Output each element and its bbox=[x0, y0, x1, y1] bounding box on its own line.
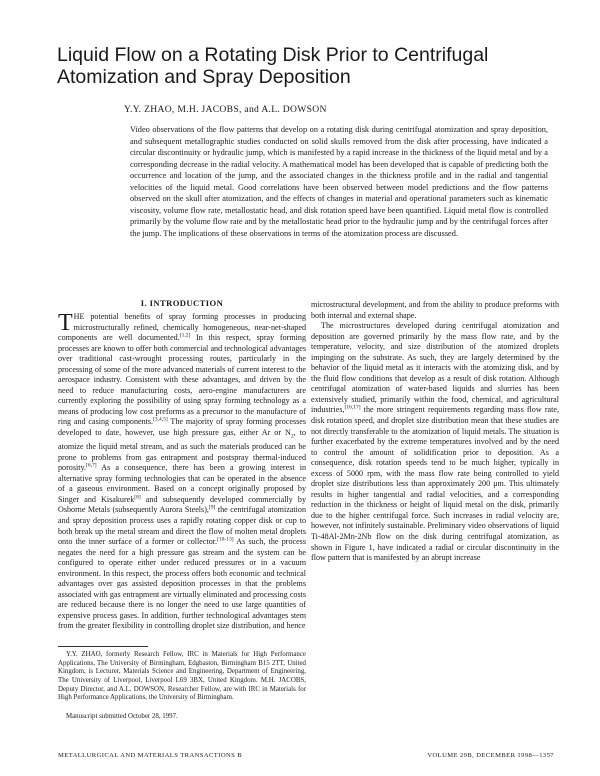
intro-text: , to atomize the liquid metal stream, and as such the materials produced can be prone to problems from gas entrapment and postspray thermal-induced porosity. bbox=[58, 428, 306, 473]
intro-text: the more stringent requirements regarding mass flow rate, disk rotation speed, and droplet size distribution mean that these studies are not directly transferable to the atomization of liquid metals. The situation is further exacerbated by the extreme temperatures involved and by the need to control the amount of solidification prior to deposition. As a consequence, disk rotation speeds tend to be much higher, typically in excess of 5000 rpm, with the mass flow rate being controlled to yield droplet size distributions less than approximately 200 bbox=[311, 405, 559, 489]
citation: [6,7] bbox=[86, 462, 97, 469]
intro-text: The majority of spray forming processes developed to date, however, use high pressure gas, either Ar or N bbox=[58, 417, 306, 438]
paper-title: Liquid Flow on a Rotating Disk Prior to Centrifugal Atomization and Spray Deposition bbox=[57, 44, 489, 88]
citation: [8] bbox=[134, 494, 141, 501]
manuscript-submitted: Manuscript submitted October 28, 1997. bbox=[66, 713, 178, 720]
intro-paragraph-1-continued bbox=[311, 300, 559, 321]
section-heading: I. INTRODUCTION bbox=[140, 298, 224, 308]
paper-authors: Y.Y. ZHAO, M.H. JACOBS, and A.L. DOWSON bbox=[124, 104, 327, 115]
intro-paragraph-1 bbox=[58, 312, 306, 632]
subscript: 2 bbox=[290, 433, 294, 440]
intro-text: . This ultimately results in higher tangential and radial velocities, and a corresponding reduction in the thickness or height of liquid metal on the disk, primarily due to the higher centrifugal force. Such increases in radial velocity are, however, not infinitely sustainable. Preliminary video observations of liquid Ti-48Al-2Mn-2Nb flow on the disk during centrifugal atomization, as shown in Figure 1, have indicated a radial or circular discontinuity in the flow pattern that is manifested by an abrupt increase bbox=[311, 479, 559, 563]
intro-text: As such, the process negates the need for a high pressure gas stream and the system can be configured to operate either under reduced pressures or in a vacuum environment. In this respect, the process offers both economic and technical advantages over gas assisted deposition processes in that the problems associated with gas entrapment are virtually eliminated and processing costs are reduced because there is no longer the need to use large quantities of expensive process gases. In addition, further technological advantages stem from the greater flexibility in controlling droplet size distribution, and hence bbox=[58, 537, 306, 631]
citation: [1,2] bbox=[179, 332, 191, 339]
citation: [10-13] bbox=[217, 536, 234, 543]
author-footnote: Y.Y. ZHAO, formerly Research Fellow, IRC in Materials for High Performance Applications, The University of Birmingham, Edgbaston, Birmingham B15 2TT, United Kingdom, is Lecturer, Materials Science and Engineering, Department of Engineering, The University of Liverpool, Liverpool L69 3BX, United Kingdom. M.H. JACOBS, Deputy Director, and A.L. DOWSON, Researcher Fellow, are with IRC in Materials for High Performance Applications, the University of Birmingham. bbox=[58, 651, 306, 702]
intro-text: potential benefits of spray forming processes in producing microstructurally refined, chemically homogeneous, near-net-shaped components are well documented. bbox=[58, 312, 306, 343]
unit-micrometer: μm bbox=[493, 479, 504, 489]
intro-text: the centrifugal atomization and spray deposition process uses a rapidly rotating copper disk or cup to both break up the metal stream and direct the flow of molten metal droplets onto the inner surface of a former or collector. bbox=[58, 505, 306, 547]
citation: [9] bbox=[208, 504, 216, 511]
intro-text: and subsequently developed commercially by Osborne Metals (subsequently Aurora Steels), bbox=[58, 494, 306, 515]
journal-name: METALLURGICAL AND MATERIALS TRANSACTIONS B bbox=[58, 752, 243, 759]
page-info: VOLUME 29B, DECEMBER 1998—1357 bbox=[427, 752, 554, 759]
left-column bbox=[58, 298, 306, 632]
intro-text: The microstructures developed during centrifugal atomization and deposition are governed primarily by the mass flow rate, and by the temperature, velocity, and size distribution of the atomized droplets impinging on the substrate. As such, they are largely determined by the behavior of the liquid metal as it interacts with the atomizing disk, and by the fluid flow conditions that develop as a result of disk rotation. Although centrifugal atomization of water-based liquids and slurries has been extensively studied, primarily within the food, chemical, and agricultural industries, bbox=[311, 321, 559, 415]
intro-paragraph-2 bbox=[311, 321, 559, 564]
citation: [3,4,5] bbox=[153, 416, 168, 423]
intro-text: microstructural development, and from the ability to produce preforms with both internal and external shape. bbox=[311, 300, 559, 320]
intro-smallcaps: HE bbox=[73, 312, 85, 321]
citation: [16,17] bbox=[344, 404, 361, 411]
intro-text: As a consequence, there has been a growing interest in alternative spray forming technologies that can be operated in the absence of a gaseous environment. Based on a concept originally proposed by Singer and Kisakurek bbox=[58, 463, 306, 504]
abstract: Video observations of the flow patterns that develop on a rotating disk during centrifugal atomization and spray deposition, and subsequent metallographic studies conducted on solid skulls removed from the disk after processing, have indicated a circular discontinuity or hydraulic jump, which is manifested by a rapid increase in the thickness of the liquid metal and by a corresponding decrease in the radial velocity. A mathematical model has been developed that is capable of predicting both the occurrence and location of the jump, and the associated changes in the thickness profile and in the radial and tangential velocities of the liquid metal. Good correlations have been observed between model predictions and the flow patterns observed on the skull after atomization, and the effects of changes in material and operational parameters such as kinematic viscosity, volume flow rate, metallostatic head, and disk rotation speed have been quantified. Liquid metal flow is controlled primarily by the volume flow rate and by the metallostatic head prior to the hydraulic jump and by the centrifugal forces after the jump. The implications of these observations in terms of the atomization process are discussed. bbox=[130, 125, 548, 238]
right-column bbox=[311, 300, 559, 564]
footnote-divider bbox=[58, 646, 148, 647]
intro-text: In this respect, spray forming processes are known to offer both commercial and technological advantages over traditional cast-wrought processing routes, particularly in the processing of some of the more advanced materials of current interest to the aerospace industry. Consistent with these advantages, and driven by the need to reduce manufacturing costs, aero-engine manufacturers are currently exploring the possibility of using spray forming technology as a means of producing low cost preforms as a precursor to the manufacture of ring and casing components. bbox=[58, 333, 307, 427]
drop-cap: T bbox=[58, 310, 73, 336]
